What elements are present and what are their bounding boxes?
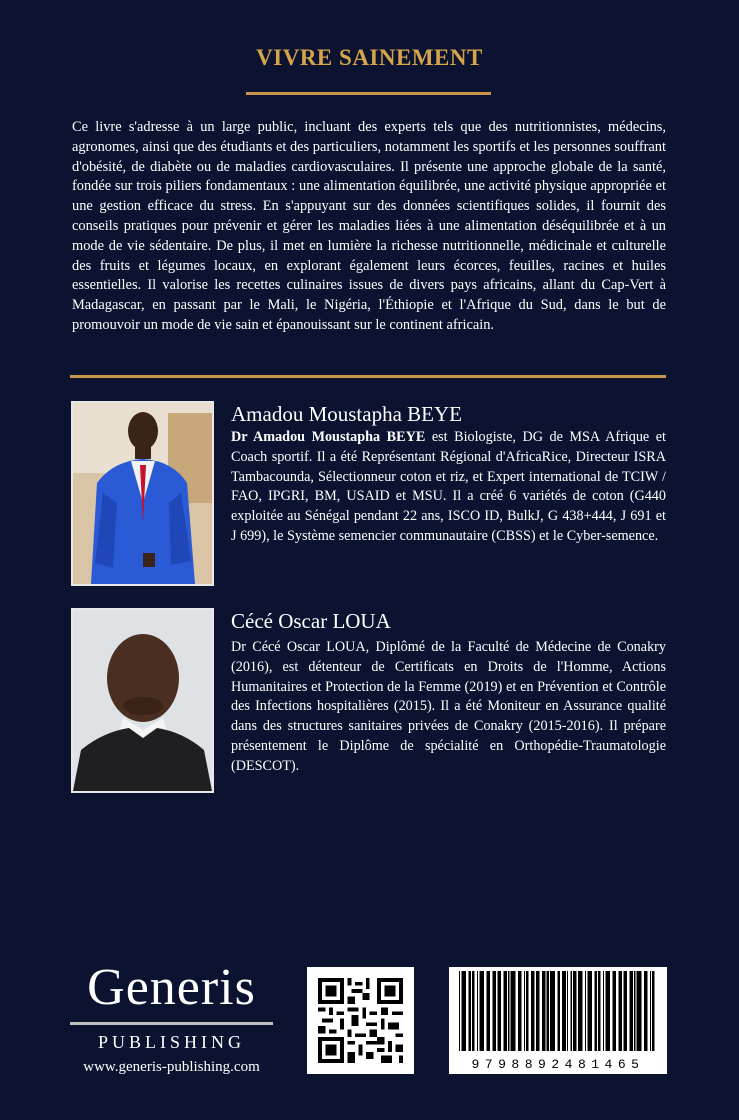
barcode-bar (644, 971, 648, 1051)
qr-code-icon (307, 967, 414, 1074)
barcode-bar (595, 971, 597, 1051)
barcode-bar (637, 971, 642, 1051)
barcode-bar (518, 971, 522, 1051)
barcode-bar (650, 971, 651, 1051)
barcode-bar (461, 971, 466, 1051)
barcode-bar (547, 971, 549, 1051)
author-bio-beye-text: est Biologiste, DG de MSA Afrique et Coach sportif. Il a été Représentant Régional d'AfricaRice, Directeur ISRA Tambacounda, Sélectionneur coton et riz, et Expert international de TCIW / FAO, IPGRI, BM, USAID et MSU. Il a créé 6 variétés de coton (G440 exploitée au Sénégal pendant 22 ans, ISCO ID, BulkJ, G 438+444, J 691 et J 699), le Système semencier communautaire (CBSS) et le Cyber-semence. (231, 429, 666, 544)
portrait-loua-icon (73, 610, 212, 791)
author-name-loua: Cécé Oscar LOUA (231, 609, 391, 633)
publisher-logo-divider (70, 1022, 273, 1025)
barcode-bar (524, 971, 525, 1051)
barcode-bar (459, 971, 460, 1051)
author-photo-beye (71, 401, 214, 586)
barcode-bar (542, 971, 546, 1051)
portrait-beye-icon (73, 403, 212, 584)
barcode-bar (567, 971, 568, 1051)
barcode-bar (526, 971, 528, 1051)
author-bio-beye-bold: Dr Amadou Moustapha BEYE (231, 429, 426, 445)
barcode-bar (619, 971, 623, 1051)
section-divider (70, 375, 666, 378)
barcode-bar (487, 971, 491, 1051)
barcode-bar (497, 971, 501, 1051)
publisher-logo-subtitle: PUBLISHING (97, 1032, 245, 1052)
barcode-bar (550, 971, 555, 1051)
barcode-bar (511, 971, 516, 1051)
barcode-bar (598, 971, 600, 1051)
author-bio-beye (231, 428, 666, 547)
barcode-bar (578, 971, 583, 1051)
barcode-bar (587, 971, 592, 1051)
barcode-bar (493, 971, 497, 1051)
barcode-bar (557, 971, 559, 1051)
barcode-bar (573, 971, 577, 1051)
barcode-bar (508, 971, 509, 1051)
barcode-bar (562, 971, 566, 1051)
barcode-bar (605, 971, 610, 1051)
book-title: VIVRE SAINEMENT (256, 45, 483, 70)
barcode-bar (503, 971, 507, 1051)
barcode-bar (634, 971, 635, 1051)
author-photo-loua (71, 608, 214, 793)
barcode-bar (536, 971, 540, 1051)
barcode-bars (449, 967, 667, 1057)
barcode-icon (449, 967, 667, 1074)
barcode-bar (623, 971, 627, 1051)
barcode-bar (603, 971, 604, 1051)
author-bio-loua: Dr Cécé Oscar LOUA, Diplômé de la Faculté de Médecine de Conakry (2016), est détenteur de Certificats en Droits de l'Homme, Actions Humanitaires et Protection de la Femme (2019) et en Prévention et Contrôle des Infections hospitalières (2015). Il a été Moniteur en Assurance qualité dans des structures sanitaires privées de Conakry (2015-2016). Il prépare présentement le Diplôme de spécialité en Orthopédie-Traumatologie (DESCOT). (231, 639, 666, 774)
barcode-bar (571, 971, 572, 1051)
barcode-bar (652, 971, 654, 1051)
barcode-bar (479, 971, 484, 1051)
publisher-url: www.generis-publishing.com (83, 1059, 260, 1075)
barcode-bar (472, 971, 474, 1051)
barcode-bar (613, 971, 617, 1051)
title-divider (246, 92, 491, 95)
barcode-bar (477, 971, 478, 1051)
isbn-digits: 9798892481465 (471, 1057, 645, 1072)
publisher-logo-name: Generis (87, 959, 256, 1016)
author-name-beye: Amadou Moustapha BEYE (231, 402, 462, 426)
barcode-bar (585, 971, 586, 1051)
barcode-bar (629, 971, 633, 1051)
book-description: Ce livre s'adresse à un large public, incluant des experts tels que des nutritionnistes, médecins, agronomes, ainsi que des étudiants et des particuliers, notamment les sportifs et les personnes souffrant d'obésité, de diabète ou de maladies cardiovasculaires. Il présente une approche globale de la santé, fondée sur trois piliers fondamentaux : une alimentation équilibrée, une activité physique appropriée et une gestion efficace du stress. En s'appuyant sur des données scientifiques solides, il fournit des conseils pratiques pour prévenir et gérer les maladies liées à une alimentation déséquilibrée et à un mode de vie sédentaire. De plus, il met en lumière la richesse nutritionnelle, médicinale et culturelle des fruits et légumes locaux, en explorant également leurs écorces, feuilles, racines et huiles essentielles. Il valorise les recettes culinaires issues de divers pays africains, allant du Cap-Vert à Madagascar, en passant par le Mali, le Nigéria, l'Éthiopie et l'Afrique du Sud, dans le but de promouvoir un mode de vie sain et épanouissant sur le continent africain. (72, 119, 666, 333)
barcode-bar (469, 971, 471, 1051)
barcode-bar (531, 971, 535, 1051)
